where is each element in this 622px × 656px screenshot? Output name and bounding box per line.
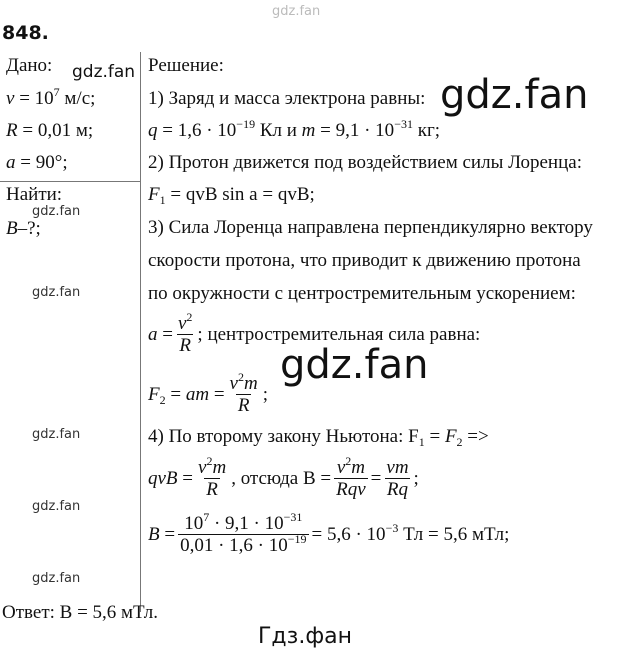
solution-title: Решение:	[148, 55, 224, 76]
top-watermark: gdz.fan	[272, 4, 321, 19]
given-velocity: $v = 10^7$ м/с;	[6, 85, 96, 109]
watermark-small-4: gdz.fan	[32, 427, 81, 442]
watermark-small-1: gdz.fan	[72, 62, 136, 82]
find-target: B–?;	[6, 218, 41, 239]
step3-line1: 3) Сила Лоренца направлена перпендикулярно вектору	[148, 217, 593, 238]
step3-line3: по окружности с центростремительным ускорением:	[148, 283, 576, 304]
centripetal-force: $F_2$ = am = $\frac{v^2m}{R}$ ;	[148, 370, 268, 416]
centripetal-text: центростремительная сила равна:	[207, 323, 481, 345]
step4-text: 4) По второму закону Ньютона: $F_1 = F_2$ =>	[148, 426, 489, 449]
step3-line2: скорости протона, что приводит к движению протона	[148, 250, 581, 271]
watermark-big-2: gdz.fan	[280, 342, 429, 388]
step2-text: 2) Протон движется под воздействием силы Лоренца:	[148, 152, 582, 173]
answer: Ответ: B = 5,6 мТл.	[2, 602, 158, 623]
charge-mass-values: $q = 1,6 \cdot 10^{-19}$ Кл и $m = 9,1 \cdot 10^{-31}$ кг;	[148, 117, 441, 141]
vertical-divider	[140, 52, 141, 612]
watermark-small-2: gdz.fan	[32, 204, 81, 219]
centripetal-acceleration: a = $\frac{v^2}{R}$ ; центростремительная сила равна:	[148, 310, 481, 356]
given-radius: R = 0,01 м;	[6, 120, 94, 141]
b-calculation: B = $\frac{10^7 \cdot 9,1 \cdot 10^{-31}}{0,01 \cdot 1,6 \cdot 10^{-19}}$ = $5,6 \cdot 10^{-3}$ Тл = 5,6 мТл;	[148, 510, 510, 556]
step1-text: 1) Заряд и масса электрона равны:	[148, 88, 426, 109]
given-angle: a = 90°;	[6, 152, 68, 173]
watermark-small-6: gdz.fan	[32, 571, 81, 586]
watermark-small-5: gdz.fan	[32, 499, 81, 514]
watermark-big-1: gdz.fan	[440, 72, 589, 118]
horizontal-divider	[0, 181, 140, 182]
problem-number: 848.	[2, 22, 49, 44]
find-title: Найти:	[6, 184, 63, 205]
watermark-small-3: gdz.fan	[32, 285, 81, 300]
footer-watermark: Гдз.фан	[258, 624, 352, 649]
given-title: Дано:	[6, 55, 53, 76]
newton-equation: qvB = $\frac{v^2m}{R}$ , отсюда B = $\frac{v^2m}{\text{Rqv}}$ = $\frac{vm}{Rq}$ ;	[148, 454, 419, 500]
lorentz-formula: $F_1$ = qvB sin a = qvB;	[148, 184, 315, 207]
